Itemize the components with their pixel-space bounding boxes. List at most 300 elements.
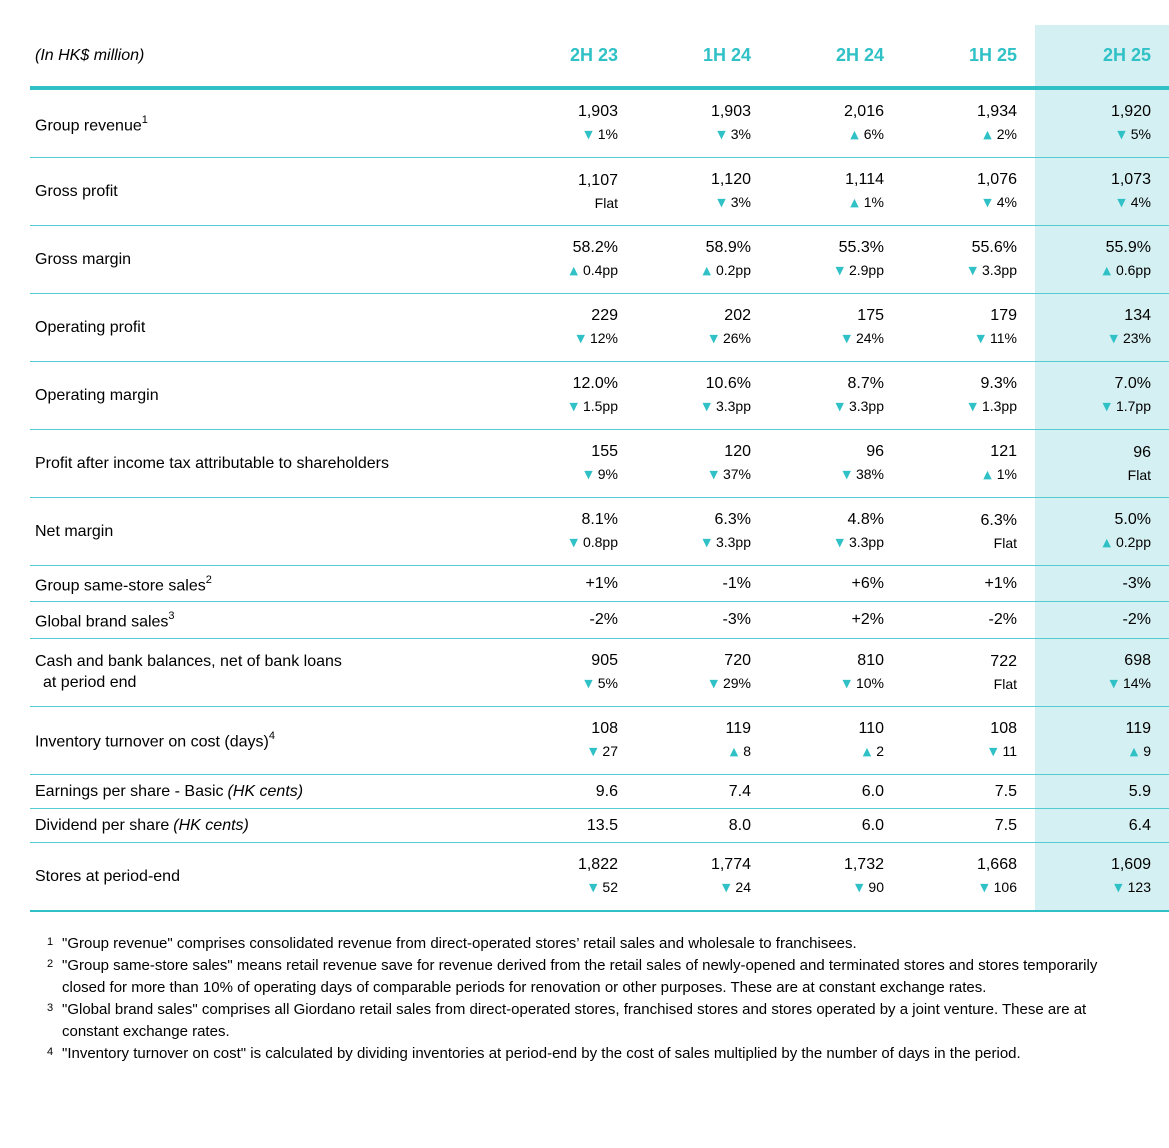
cell-change [1036, 123, 1151, 147]
cell-value: 13.5 [586, 816, 618, 834]
cell-change [770, 672, 884, 696]
value-cell [1035, 602, 1169, 638]
change-text: 1.7pp [1115, 398, 1151, 414]
cell-value: 6.4 [1128, 816, 1151, 834]
change-arrow-icon: ▼ [1102, 400, 1111, 413]
change-arrow-icon: ▼ [976, 332, 986, 345]
row-label: Operating profit [35, 319, 146, 336]
value-cell [503, 566, 636, 602]
cell-change [903, 463, 1017, 487]
value-cell [902, 842, 1035, 911]
footnote-marker: 3 [168, 610, 175, 623]
cell-value: 229 [591, 307, 618, 324]
footnote-number: 4 [47, 1046, 54, 1059]
table-row [30, 638, 1169, 706]
cell-change [1036, 395, 1151, 419]
cell-change [1036, 464, 1151, 486]
change-text: 2.9pp [848, 262, 884, 278]
row-label-cell [30, 158, 503, 226]
value-cell [769, 226, 902, 294]
change-text: 37% [722, 466, 751, 482]
cell-change [1036, 672, 1151, 696]
value-cell [769, 842, 902, 911]
value-cell [1035, 808, 1169, 842]
change-text: 3.3pp [848, 398, 884, 414]
change-text: 3.3pp [715, 398, 751, 414]
change-text: 38% [855, 466, 884, 482]
change-arrow-icon: ▼ [717, 128, 726, 141]
table-row [30, 88, 1169, 158]
change-arrow-icon: ▼ [576, 332, 585, 345]
cell-value: 6.0 [861, 782, 884, 800]
footnote [47, 999, 1105, 1042]
cell-value: 121 [990, 443, 1017, 460]
footnote-number: 1 [47, 935, 54, 948]
value-cell [636, 294, 769, 362]
value-cell [769, 808, 902, 842]
row-label-cell [30, 774, 503, 808]
change-arrow-icon: ▼ [584, 128, 593, 141]
value-cell [769, 774, 902, 808]
row-label-cell [30, 498, 503, 566]
change-arrow-icon: ▼ [702, 400, 711, 413]
change-arrow-icon: ▲ [983, 468, 992, 481]
value-cell [902, 88, 1035, 158]
footnote [47, 955, 1105, 998]
value-cell [636, 158, 769, 226]
cell-value: 1,076 [976, 171, 1017, 188]
cell-value: 4.8% [847, 511, 884, 528]
change-text: 9 [1143, 742, 1151, 759]
change-arrow-icon: ▼ [709, 468, 718, 481]
change-text: 0.2pp [715, 262, 751, 278]
cell-value: 1,903 [577, 103, 618, 120]
cell-value: 202 [724, 307, 751, 324]
change-text: 26% [722, 330, 751, 346]
cell-value: 58.9% [705, 239, 751, 256]
change-arrow-icon: ▼ [1109, 676, 1118, 690]
change-arrow-icon: ▲ [1129, 744, 1139, 758]
value-cell [1035, 842, 1169, 911]
header-row [30, 25, 1169, 88]
change-text: 123 [1127, 878, 1151, 895]
value-cell [902, 430, 1035, 498]
table-row [30, 566, 1169, 602]
cell-change [504, 672, 618, 696]
footnote-marker: 4 [268, 730, 276, 743]
change-arrow-icon: ▲ [850, 196, 859, 209]
cell-change [637, 327, 751, 351]
row-label: Cash and bank balances, net of bank loans [35, 653, 342, 671]
change-arrow-icon: ▼ [584, 468, 593, 481]
value-cell [1035, 362, 1169, 430]
change-text: 29% [722, 674, 751, 691]
value-cell [902, 566, 1035, 602]
value-cell [769, 706, 902, 774]
value-cell [636, 498, 769, 566]
value-cell [636, 362, 769, 430]
row-label: Dividend per share [35, 816, 170, 834]
cell-change [637, 463, 751, 487]
change-text: 3% [730, 194, 751, 210]
row-label-line2: at period end [43, 674, 137, 692]
change-text: 1% [863, 194, 884, 210]
cell-change [903, 191, 1017, 215]
cell-change [770, 876, 884, 900]
row-label: Global brand sales [35, 613, 169, 631]
value-cell [636, 808, 769, 842]
cell-change [903, 259, 1017, 283]
cell-value: 2,016 [843, 103, 884, 120]
value-cell [503, 158, 636, 226]
value-cell [769, 602, 902, 638]
value-cell [503, 774, 636, 808]
cell-change [637, 191, 751, 215]
value-cell [902, 362, 1035, 430]
column-header-1h25: 1H 25 [902, 25, 1035, 88]
change-arrow-icon: ▼ [702, 536, 711, 549]
footnote-marker: 1 [141, 113, 148, 126]
cell-value: 6.0 [861, 816, 884, 834]
row-label: Inventory turnover on cost (days) [35, 733, 269, 751]
cell-change [637, 876, 751, 900]
cell-value: -3% [1122, 575, 1151, 593]
value-cell [769, 566, 902, 602]
value-cell [902, 638, 1035, 706]
cell-value: 134 [1124, 307, 1151, 324]
footnote-text: "Global brand sales" comprises all Giordano retail sales from direct-operated stores, franchised stores and stores operated by a joint venture. These are at constant exchange rates. [62, 1001, 1087, 1040]
cell-value: 96 [866, 443, 884, 460]
cell-value: 10.6% [705, 375, 751, 392]
change-text: 4% [1130, 194, 1151, 210]
row-label-unit: (HK cents) [173, 816, 249, 834]
cell-value: 698 [1124, 651, 1151, 669]
footnote-text: "Inventory turnover on cost" is calculated by dividing inventories at period-end by the cost of sales multiplied by the number of days in the period. [62, 1045, 1021, 1063]
change-arrow-icon: ▼ [709, 676, 718, 690]
change-arrow-icon: ▲ [1102, 264, 1111, 277]
change-text: 10% [855, 674, 884, 691]
value-cell [636, 842, 769, 911]
cell-value: 1,609 [1110, 855, 1151, 873]
change-arrow-icon: ▼ [569, 400, 578, 413]
cell-value: 175 [857, 307, 884, 324]
cell-value: 8.1% [581, 511, 618, 528]
value-cell [1035, 294, 1169, 362]
value-cell [902, 774, 1035, 808]
table-row [30, 362, 1169, 430]
cell-value: 55.3% [838, 239, 884, 256]
cell-change [637, 395, 751, 419]
change-text: 90 [868, 878, 884, 895]
table-row [30, 498, 1169, 566]
change-arrow-icon: ▲ [1102, 536, 1111, 549]
change-text: 0.8pp [582, 534, 618, 550]
value-cell [503, 808, 636, 842]
cell-value: 1,903 [710, 103, 751, 120]
cell-value: 8.0 [728, 816, 751, 834]
cell-change [637, 740, 751, 764]
cell-value: 155 [591, 443, 618, 460]
change-text: 4% [996, 194, 1017, 210]
value-cell [769, 158, 902, 226]
value-cell [902, 158, 1035, 226]
footnotes [30, 933, 1105, 1065]
value-cell [503, 706, 636, 774]
change-text: 3% [730, 126, 751, 142]
change-arrow-icon: ▲ [569, 264, 578, 277]
cell-value: 905 [591, 651, 618, 669]
row-label: Group same-store sales [35, 577, 206, 595]
row-label-cell [30, 808, 503, 842]
cell-value: 1,920 [1110, 103, 1151, 120]
value-cell [636, 638, 769, 706]
change-text: 12% [589, 330, 618, 346]
cell-change [770, 531, 884, 555]
change-text: 3.3pp [715, 534, 751, 550]
change-arrow-icon: ▼ [588, 744, 598, 758]
change-arrow-icon: ▼ [717, 196, 726, 209]
value-cell [1035, 774, 1169, 808]
value-cell [636, 602, 769, 638]
change-text: 2 [876, 742, 884, 759]
value-cell [503, 88, 636, 158]
cell-change [903, 740, 1017, 764]
value-cell [636, 566, 769, 602]
change-arrow-icon: ▼ [835, 264, 844, 277]
table-row [30, 706, 1169, 774]
value-cell [503, 842, 636, 911]
value-cell [769, 498, 902, 566]
cell-change [504, 327, 618, 351]
cell-value: +1% [984, 575, 1017, 593]
row-label-cell [30, 706, 503, 774]
change-arrow-icon: ▼ [1117, 128, 1126, 141]
cell-change [504, 876, 618, 900]
cell-change [637, 531, 751, 555]
cell-value: 1,774 [710, 855, 751, 873]
change-arrow-icon: ▲ [729, 744, 739, 758]
change-text: 0.6pp [1115, 262, 1151, 278]
cell-value: +6% [851, 575, 884, 593]
row-label: Gross profit [35, 183, 118, 200]
change-arrow-icon: ▼ [1114, 880, 1123, 894]
column-header-2h23: 2H 23 [503, 25, 636, 88]
change-arrow-icon: ▼ [721, 880, 731, 894]
cell-change [770, 191, 884, 215]
cell-change [504, 531, 618, 555]
row-label: Earnings per share - Basic [35, 782, 224, 800]
cell-value: 1,822 [577, 855, 618, 873]
cell-value: 7.5 [994, 782, 1017, 800]
cell-value: 1,114 [845, 171, 884, 188]
table-row [30, 808, 1169, 842]
cell-value: 119 [1125, 719, 1151, 737]
value-cell [1035, 88, 1169, 158]
change-arrow-icon: ▼ [854, 880, 864, 894]
value-cell [636, 226, 769, 294]
table-row [30, 294, 1169, 362]
row-label-cell [30, 88, 503, 158]
cell-change [637, 259, 751, 283]
cell-value: 55.9% [1105, 239, 1151, 256]
column-header-1h24: 1H 24 [636, 25, 769, 88]
value-cell [1035, 430, 1169, 498]
change-arrow-icon: ▼ [842, 332, 851, 345]
value-cell [503, 498, 636, 566]
cell-change [903, 673, 1017, 695]
change-arrow-icon: ▼ [835, 400, 844, 413]
value-cell [503, 362, 636, 430]
row-label-unit: (HK cents) [227, 782, 304, 800]
change-arrow-icon: ▼ [835, 536, 844, 549]
table-row [30, 774, 1169, 808]
table-row [30, 602, 1169, 638]
change-text: 5% [1130, 126, 1151, 142]
row-label: Group revenue [35, 117, 142, 135]
value-cell [503, 430, 636, 498]
value-cell [636, 88, 769, 158]
value-cell [769, 294, 902, 362]
row-label: Profit after income tax attributable to shareholders [35, 455, 389, 472]
cell-value: 7.5 [994, 816, 1017, 834]
value-cell [503, 226, 636, 294]
change-text: 11 [1002, 742, 1017, 759]
value-cell [636, 430, 769, 498]
financial-summary-table [30, 25, 1169, 912]
row-label: Operating margin [35, 387, 159, 404]
change-text: Flat [993, 535, 1017, 551]
cell-change [903, 532, 1017, 554]
cell-value: 9.3% [980, 375, 1017, 392]
cell-change [1036, 876, 1151, 900]
change-text: 8 [743, 742, 751, 759]
footnote-number: 3 [47, 1002, 54, 1015]
row-label: Stores at period-end [35, 867, 180, 885]
footnote [47, 1043, 1105, 1065]
change-text: 6% [863, 126, 884, 142]
column-header-2h24: 2H 24 [769, 25, 902, 88]
cell-change [770, 740, 884, 764]
cell-value: +1% [585, 575, 618, 593]
cell-value: 1,732 [843, 855, 884, 873]
cell-change [1036, 191, 1151, 215]
cell-value: 1,120 [710, 171, 751, 188]
row-label-cell [30, 566, 503, 602]
cell-change [903, 123, 1017, 147]
cell-value: 119 [725, 719, 751, 737]
change-text: 3.3pp [848, 534, 884, 550]
cell-value: -2% [988, 611, 1017, 629]
change-text: Flat [993, 675, 1017, 692]
cell-change [504, 463, 618, 487]
cell-value: 96 [1133, 444, 1151, 461]
value-cell [769, 362, 902, 430]
change-text: 1.3pp [981, 398, 1017, 414]
change-text: 14% [1122, 674, 1151, 691]
cell-value: 179 [990, 307, 1017, 324]
cell-value: -1% [722, 575, 751, 593]
change-arrow-icon: ▲ [850, 128, 859, 141]
value-cell [1035, 706, 1169, 774]
change-text: 11% [990, 330, 1017, 346]
cell-value: 108 [990, 719, 1017, 737]
value-cell [503, 638, 636, 706]
change-arrow-icon: ▲ [862, 744, 872, 758]
cell-change [504, 740, 618, 764]
change-text: 1.5pp [582, 398, 618, 414]
unit-label: (In HK$ million) [30, 25, 503, 88]
change-text: 52 [602, 878, 618, 895]
change-arrow-icon: ▼ [588, 880, 598, 894]
change-text: 1% [597, 126, 618, 142]
cell-value: 55.6% [971, 239, 1017, 256]
value-cell [902, 602, 1035, 638]
table-row [30, 226, 1169, 294]
row-label-cell [30, 638, 503, 706]
cell-change [903, 327, 1017, 351]
change-text: 0.4pp [582, 262, 618, 278]
cell-value: 5.0% [1114, 511, 1151, 528]
cell-change [770, 123, 884, 147]
cell-change [504, 123, 618, 147]
row-label: Gross margin [35, 251, 132, 268]
change-text: 1% [996, 466, 1017, 482]
cell-change [504, 395, 618, 419]
cell-change [1036, 740, 1151, 764]
cell-change [504, 192, 618, 214]
cell-change [1036, 531, 1151, 555]
value-cell [769, 88, 902, 158]
change-arrow-icon: ▼ [968, 264, 977, 277]
change-arrow-icon: ▼ [988, 744, 998, 758]
change-text: 106 [993, 878, 1017, 895]
change-arrow-icon: ▼ [1117, 196, 1126, 209]
change-text: 23% [1122, 330, 1151, 346]
cell-change [637, 123, 751, 147]
change-arrow-icon: ▲ [983, 128, 992, 141]
footnote-number: 2 [47, 958, 54, 971]
cell-value: 810 [857, 651, 884, 669]
value-cell [636, 774, 769, 808]
change-text: 9% [597, 466, 618, 482]
footnote-marker: 2 [205, 574, 212, 586]
footnote-text: "Group same-store sales" means retail revenue save for revenue derived from the retail sales of newly-opened and terminated stores and stores temporarily closed for more than 10% of operating days of comparable periods for renovation or other purposes. These are at constant exchange rates. [62, 957, 1098, 996]
cell-change [1036, 259, 1151, 283]
change-text: Flat [594, 195, 618, 211]
value-cell [902, 294, 1035, 362]
cell-value: 120 [724, 443, 751, 460]
cell-value: 8.7% [847, 375, 884, 392]
value-cell [1035, 226, 1169, 294]
value-cell [902, 498, 1035, 566]
change-arrow-icon: ▼ [983, 196, 992, 209]
cell-value: -2% [1122, 611, 1151, 629]
change-text: 24% [855, 330, 884, 346]
row-label-cell [30, 602, 503, 638]
row-label: Net margin [35, 523, 114, 540]
change-arrow-icon: ▼ [842, 468, 851, 481]
table-row [30, 430, 1169, 498]
change-arrow-icon: ▲ [702, 264, 711, 277]
cell-value: 12.0% [572, 375, 618, 392]
value-cell [902, 226, 1035, 294]
change-text: Flat [1127, 467, 1151, 483]
change-text: 3.3pp [981, 262, 1017, 278]
row-label-cell [30, 294, 503, 362]
change-text: 5% [597, 674, 618, 691]
row-label-cell [30, 362, 503, 430]
table-row [30, 158, 1169, 226]
